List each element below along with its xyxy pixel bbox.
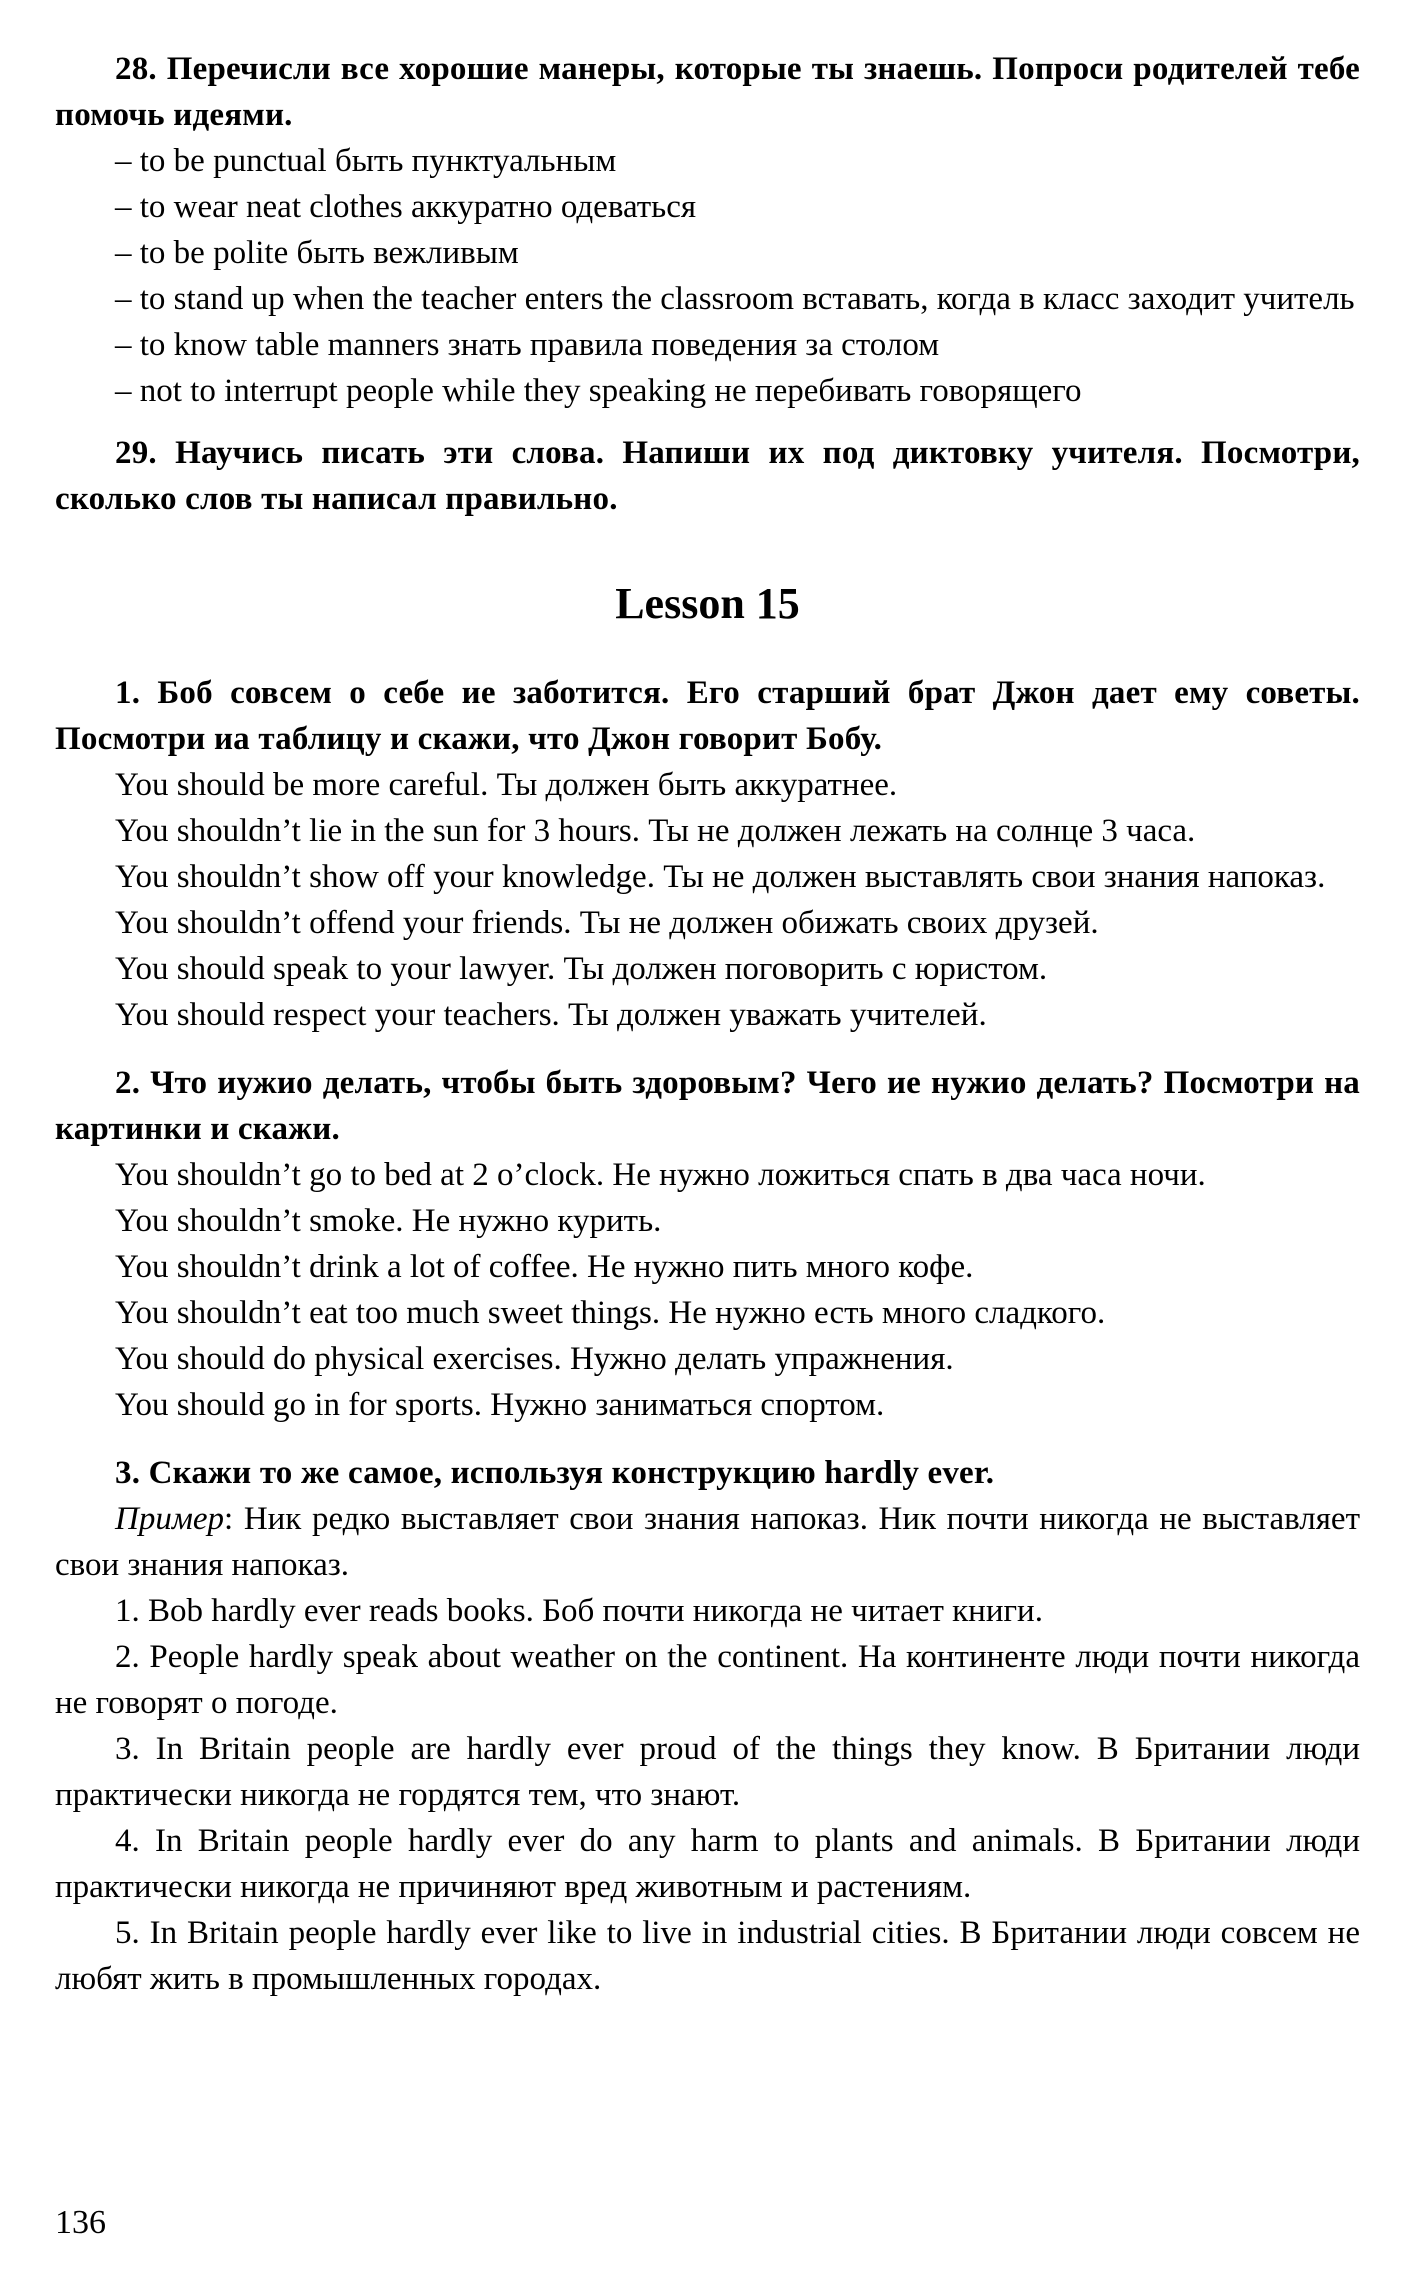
answer-line: You shouldn’t drink a lot of coffee. Не нужно пить много кофе.: [115, 1249, 974, 1285]
list-item: – not to interrupt people while they speaking не перебивать говорящего: [115, 373, 1082, 409]
exercise-2: [55, 1060, 1360, 1428]
exercise-3: [55, 1450, 1360, 2002]
answer-line: 1. Bob hardly ever reads books. Боб почти никогда не читает книги.: [115, 1593, 1043, 1629]
answer-line: You shouldn’t lie in the sun for 3 hours. Ты не должен лежать на солнце 3 часа.: [115, 813, 1196, 849]
list-item: – to wear neat clothes аккуратно одеваться: [115, 189, 697, 225]
list-item: – to be punctual быть пунктуальным: [115, 143, 617, 179]
answer-line: You shouldn’t smoke. Не нужно курить.: [115, 1203, 662, 1239]
answer-line: You shouldn’t show off your knowledge. Ты не должен выставлять свои знания напоказ.: [115, 859, 1326, 895]
answer-line: You should do physical exercises. Нужно делать упражнения.: [115, 1341, 954, 1377]
answer-line: 5. In Britain people hardly ever like to live in industrial cities. В Британии люди совсем не любят жить в промышленных городах.: [55, 1915, 1360, 1997]
exercise-3-heading: 3. Скажи то же самое, используя конструкцию hardly ever.: [115, 1455, 995, 1491]
answer-line: You shouldn’t offend your friends. Ты не должен обижать своих друзей.: [115, 905, 1099, 941]
list-item: – to be polite быть вежливым: [115, 235, 519, 271]
answer-line: You should respect your teachers. Ты должен уважать учителей.: [115, 997, 987, 1033]
list-item: – to stand up when the teacher enters the classroom вставать, когда в класс заходит учитель: [115, 281, 1355, 317]
answer-line: 2. People hardly speak about weather on the continent. На континенте люди почти никогда не говорят о погоде.: [55, 1639, 1360, 1721]
exercise-1: [55, 670, 1360, 1038]
lesson-title: Lesson 15: [615, 579, 800, 628]
example-label: Пример: [115, 1501, 225, 1537]
answer-line: You shouldn’t eat too much sweet things. Не нужно есть много сладкого.: [115, 1295, 1106, 1331]
answer-line: 3. In Britain people are hardly ever proud of the things they know. В Британии люди практически никогда не гордятся тем, что знают.: [55, 1731, 1360, 1813]
example-text: : Ник редко выставляет свои знания напоказ. Ник почти никогда не выставляет свои знания напоказ.: [55, 1501, 1360, 1583]
textbook-page: [55, 46, 1360, 2002]
answer-line: You should be more careful. Ты должен быть аккуратнее.: [115, 767, 898, 803]
list-item: – to know table manners знать правила поведения за столом: [115, 327, 940, 363]
exercise-28-heading: 28. Перечисли все хорошие манеры, которые ты знаешь. Попроси родителей тебе помочь идеями.: [55, 51, 1360, 133]
example-paragraph: [55, 1496, 1360, 1588]
answer-line: 4. In Britain people hardly ever do any harm to plants and animals. В Британии люди практически никогда не причиняют вред животным и растениям.: [55, 1823, 1360, 1905]
answer-line: You should speak to your lawyer. Ты должен поговорить с юристом.: [115, 951, 1048, 987]
exercise-2-heading: 2. Что иужио делать, чтобы быть здоровым? Чего ие нужио делать? Посмотри на картинки и скажи.: [55, 1065, 1360, 1147]
exercise-29-heading: 29. Научись писать эти слова. Напиши их под диктовку учителя. Посмотри, сколько слов ты написал правильно.: [55, 435, 1360, 517]
answer-line: You should go in for sports. Нужно заниматься спортом.: [115, 1387, 885, 1423]
exercise-1-heading: 1. Боб совсем о себе ие заботится. Его старший брат Джон дает ему советы. Посмотри иа таблицу и скажи, что Джон говорит Бобу.: [55, 675, 1360, 757]
exercise-29: [55, 430, 1360, 522]
answer-line: You shouldn’t go to bed at 2 o’clock. Не нужно ложиться спать в два часа ночи.: [115, 1157, 1206, 1193]
page-number: 136: [55, 2204, 106, 2241]
exercise-28: [55, 46, 1360, 414]
